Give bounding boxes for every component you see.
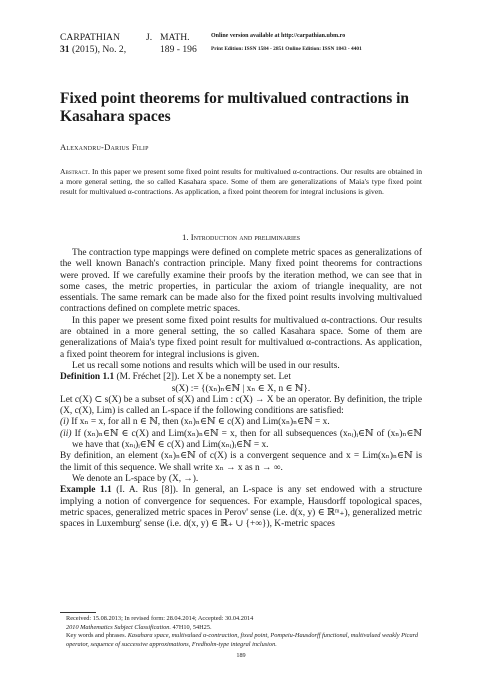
received-dates: Received: 15.08.2013; In revised form: 28.04.2014; Accepted: 30.04.2014 bbox=[66, 615, 254, 622]
msc-codes: 47H10, 54H25. bbox=[172, 623, 212, 631]
journal-name: CARPATHIAN bbox=[60, 32, 120, 43]
paper-title: Fixed point theorems for multivalued contractions in Kasahara spaces bbox=[60, 90, 410, 125]
online-version-text: Online version available at http://carpathian.ubm.ro bbox=[211, 33, 346, 39]
keywords-text: Kasahara space, multivalued α-contraction, fixed point, Pompeiu-Hausdorff functional, multivalued weakly Picard operator, sequence of successive approximations, Fredholm-type integral inclusion. bbox=[66, 632, 418, 648]
page-range: 189 - 196 bbox=[160, 44, 197, 55]
abstract bbox=[60, 167, 422, 198]
condition-i-text: If xₙ = x, for all n ∈ ℕ, then (xₙ)ₙ∈ℕ ∈ c(X) and Lim(xₙ)ₙ∈ℕ = x. bbox=[71, 417, 330, 428]
condition-ii-text: If (xₙ)ₙ∈ℕ ∈ c(X) and Lim(xₙ)ₙ∈ℕ = x, then for all subsequences (xₙᵢ)ᵢ∈ℕ of (xₙ)ₙ∈ℕ we have that (xₙᵢ)ᵢ∈ℕ ∈ c(X) and Lim(xₙᵢ)ᵢ∈ℕ = x. bbox=[72, 428, 423, 451]
journal-math-block bbox=[160, 32, 197, 56]
msc-label: 2010 Mathematics Subject Classification. bbox=[66, 623, 171, 631]
print-edition-text: Print Edition: ISSN 1584 - 2851 Online Edition: ISSN 1843 - 4401 bbox=[211, 46, 362, 52]
example-cite: (I. A. Rus [8]). bbox=[116, 485, 179, 496]
condition-ii-label: (ii) bbox=[60, 428, 72, 439]
volume: 31 bbox=[60, 44, 70, 55]
footnotes bbox=[66, 615, 422, 649]
footnote-divider bbox=[60, 612, 96, 613]
definition-cite: (M. Fréchet [2]). bbox=[116, 372, 180, 383]
example-1-1 bbox=[60, 485, 422, 530]
keywords-label: Key words and phrases. bbox=[66, 632, 127, 640]
definition-label: Definition 1.1 bbox=[60, 372, 115, 383]
paragraph-3: Let us recall some notions and results which will be used in our results. bbox=[72, 360, 340, 371]
volume-line bbox=[60, 44, 126, 55]
definition-intro: Let X be a nonempty set. Let bbox=[181, 372, 291, 383]
paragraph-5: We denote an L-space by (X, →). bbox=[72, 473, 199, 484]
abstract-text: In this paper we present some fixed point results for multivalued α-contractions. Our results are obtained in a more general setting, the so called Kasahara space. Some of them are generalizations of Maia's type fixed point result for multivalued α-contractions. As application, a fixed point theorem for integral inclusions is given. bbox=[60, 167, 422, 197]
example-text: In general, an L-space is any set endowed with a structure implying a notion of convergence for sequences. For example, Hausdorff topological spaces, metric spaces, generalized metric spaces in Perov' sense (i.e. d(x, y) ∈ ℝᵐ₊), generalized metric spaces in Luxemburg' sense (i.e. d(x, y) ∈ ℝ₊ ∪ {+∞}), K-metric spaces bbox=[60, 485, 422, 530]
journal-j: J. bbox=[146, 32, 153, 43]
example-label: Example 1.1 bbox=[60, 485, 112, 496]
year-issue: (2015), No. 2, bbox=[72, 44, 127, 55]
definition-text: Let c(X) ⊂ s(X) be a subset of s(X) and Lim : c(X) → X be an operator. By definition, the triple (X, c(X), Lim) is called an L-space if the following conditions are satisfied: bbox=[60, 394, 422, 417]
condition-ii bbox=[60, 429, 422, 452]
page-number: 189 bbox=[236, 652, 246, 659]
definition-formula: s(X) := {(xₙ)ₙ∈ℕ | xₙ ∈ X, n ∈ ℕ}. bbox=[171, 383, 311, 394]
condition-i-label: (i) bbox=[60, 417, 69, 428]
author-name: Alexandru-Darius Filip bbox=[60, 142, 149, 152]
paragraph-1: The contraction type mappings were defined on complete metric spaces as generalizations of the well known Banach's contraction principle. Many fixed point theorems for contractions were proved. If we carefully examine their proofs by the iteration method, we can see that in some cases, the metric properties, in particular the axiom of triangle inequality, are not essentials. The same remark can be made also for the fixed point results involving multivalued contractions defined on complete metric spaces. bbox=[60, 248, 422, 315]
journal-math: MATH. bbox=[160, 32, 190, 43]
condition-i bbox=[60, 417, 422, 428]
definition-1-1 bbox=[60, 372, 422, 383]
msc-classification bbox=[66, 624, 422, 633]
body-text bbox=[60, 248, 422, 530]
journal-header bbox=[60, 32, 152, 44]
abstract-label: Abstract. bbox=[60, 167, 90, 176]
paragraph-4: By definition, an element (xₙ)ₙ∈ℕ of c(X) is a convergent sequence and x = Lim(xₙ)ₙ∈ℕ is the limit of this sequence. We shall write xₙ → x as n → ∞. bbox=[60, 451, 422, 473]
paragraph-2: In this paper we present some fixed point results for multivalued α-contractions. Our results are obtained in a more general setting, the so called Kasahara space. Some of them are generalizations of Maia's type fixed point result for multivalued α-contractions. As application, a fixed point theorem for integral inclusions is given. bbox=[60, 315, 422, 360]
section-heading: 1. Introduction and preliminaries bbox=[181, 232, 301, 242]
keywords bbox=[66, 632, 422, 649]
